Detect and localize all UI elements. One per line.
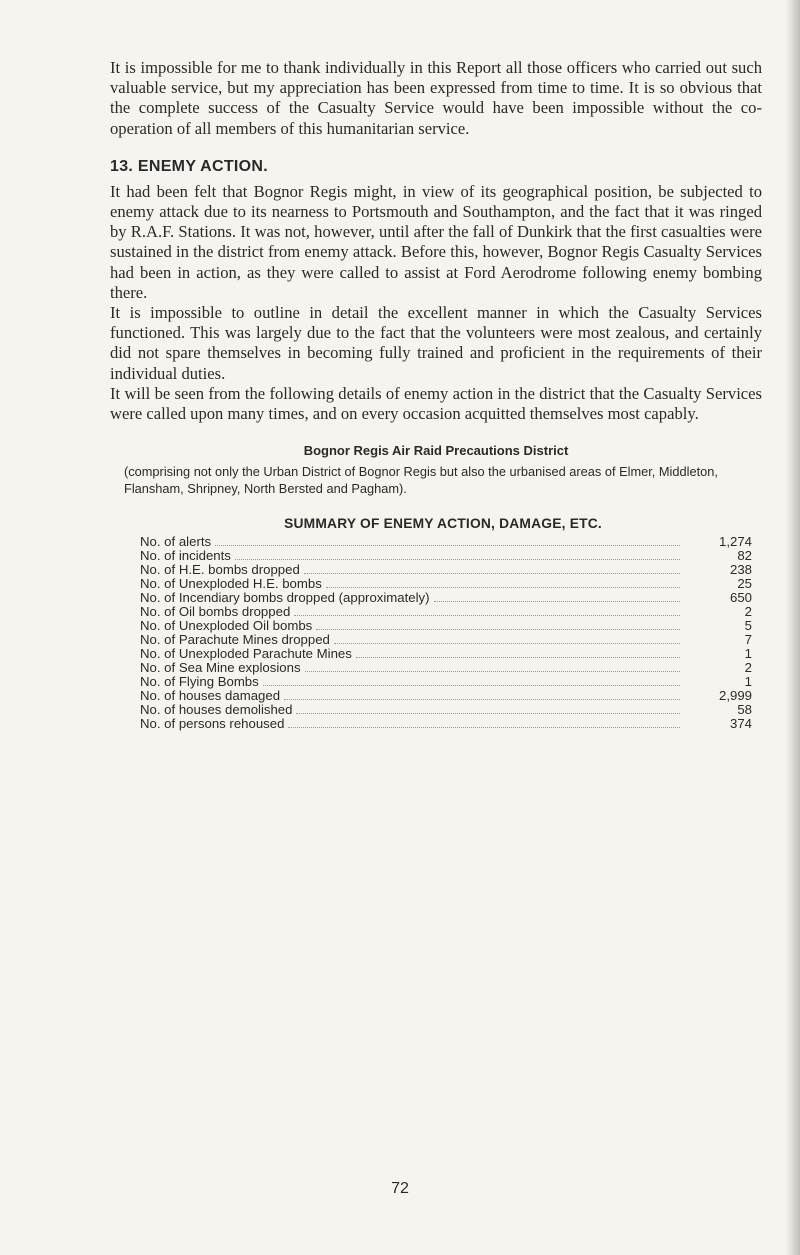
summary-row-label-wrap <box>140 577 680 591</box>
summary-row <box>140 549 752 563</box>
dot-leader <box>215 545 680 546</box>
summary-row <box>140 717 752 731</box>
district-title: Bognor Regis Air Raid Precautions District <box>303 443 569 459</box>
summary-row-label-cell <box>140 703 680 717</box>
intro-paragraph: It is impossible for me to thank individually in this Report all those officers who carried out such valuable service, but my appreciation has been expressed from time to time. It is so obvious that the complete success of the Casualty Service would have been impossible without the co-operation of all members of this humanitarian service. <box>110 58 762 138</box>
summary-row-label: No. of houses demolished <box>140 702 293 718</box>
summary-row-label-wrap <box>140 549 680 563</box>
summary-row-value: 2 <box>744 660 752 676</box>
summary-row-label-wrap <box>140 633 680 647</box>
section-heading: 13. ENEMY ACTION. <box>110 157 269 175</box>
summary-row-label-wrap <box>140 605 680 619</box>
summary-row <box>140 661 752 675</box>
summary-row-label-cell <box>140 619 680 633</box>
summary-row-label-wrap <box>140 675 680 689</box>
summary-row-label-cell <box>140 717 680 731</box>
dot-leader <box>305 671 680 672</box>
summary-row-label-cell <box>140 535 680 549</box>
summary-row-value: 82 <box>737 548 752 564</box>
summary-row-label-cell <box>140 563 680 577</box>
summary-row <box>140 577 752 591</box>
dot-leader <box>304 573 680 574</box>
dot-leader <box>288 727 680 728</box>
dot-leader <box>294 615 680 616</box>
report-page <box>110 58 762 731</box>
summary-row-label-cell <box>140 647 680 661</box>
summary-row-label: No. of H.E. bombs dropped <box>140 562 300 578</box>
summary-row-value: 7 <box>744 632 752 648</box>
summary-row-label-cell <box>140 661 680 675</box>
summary-row-label-wrap <box>140 563 680 577</box>
summary-row-label-cell <box>140 675 680 689</box>
summary-row-value: 2 <box>744 604 752 620</box>
summary-row-value: 1,274 <box>718 534 752 550</box>
summary-row-value: 2,999 <box>718 688 752 704</box>
summary-row <box>140 535 752 549</box>
summary-row-label: No. of Oil bombs dropped <box>140 604 291 620</box>
summary-row-value: 1 <box>744 646 752 662</box>
summary-table <box>140 535 752 731</box>
summary-row-label: No. of Unexploded Parachute Mines <box>140 646 352 662</box>
summary-row-label-wrap <box>140 535 680 549</box>
summary-row-label-cell <box>140 577 680 591</box>
dot-leader <box>356 657 680 658</box>
summary-row-label-cell <box>140 605 680 619</box>
dot-leader <box>326 587 680 588</box>
dot-leader <box>316 629 680 630</box>
summary-row <box>140 703 752 717</box>
summary-row-value: 5 <box>744 618 752 634</box>
section-paragraph: It is impossible to outline in detail the excellent manner in which the Casualty Services functioned. This was largely due to the fact that the volunteers were most zealous, and certainly did not spare themselves in becoming fully trained and proficient in the requirements of their individual duties. <box>110 303 762 383</box>
summary-row-label-cell <box>140 633 680 647</box>
summary-row <box>140 689 752 703</box>
summary-row <box>140 675 752 689</box>
dot-leader <box>334 643 680 644</box>
summary-row-value: 238 <box>729 562 752 578</box>
summary-row-value: 650 <box>729 590 752 606</box>
summary-row-label-cell <box>140 689 680 703</box>
summary-row <box>140 605 752 619</box>
summary-row-label: No. of Incendiary bombs dropped (approximately) <box>140 590 430 606</box>
summary-row-label-wrap <box>140 703 680 717</box>
dot-leader <box>263 685 680 686</box>
summary-row-label-wrap <box>140 717 680 731</box>
summary-row-label-wrap <box>140 689 680 703</box>
summary-row-label: No. of alerts <box>140 534 212 550</box>
summary-row-label-cell <box>140 591 680 605</box>
dot-leader <box>284 699 680 700</box>
section-paragraph: It will be seen from the following details of enemy action in the district that the Casualty Services were called upon many times, and on every occasion acquitted themselves most capably. <box>110 383 762 424</box>
district-subtitle: (comprising not only the Urban District of Bognor Regis but also the urbanised areas of Elmer, Middleton, Flansham, Shripney, North Bersted and Pagham). <box>124 464 718 497</box>
page-number: 72 <box>391 1180 409 1197</box>
page-edge-shadow <box>786 0 800 1255</box>
summary-row-label-cell <box>140 549 680 563</box>
summary-row-label-wrap <box>140 591 680 605</box>
summary-row <box>140 591 752 605</box>
summary-row-label: No. of houses damaged <box>140 688 281 704</box>
section-paragraph: It had been felt that Bognor Regis might, in view of its geographical position, be subjected to enemy attack due to its nearness to Portsmouth and Southampton, and the fact that it was ringed by R.A.F. Stations. It was not, however, until after the fall of Dunkirk that the first casualties were sustained in the district from enemy attack. Before this, however, Bognor Regis Casualty Services had been in action, as they were called to assist at Ford Aerodrome following enemy bombing there. <box>110 181 762 302</box>
dot-leader <box>235 559 680 560</box>
summary-row-label-wrap <box>140 661 680 675</box>
summary-row <box>140 633 752 647</box>
summary-row <box>140 563 752 577</box>
summary-row-value: 58 <box>737 702 752 718</box>
summary-row-label-wrap <box>140 647 680 661</box>
summary-row-value: 25 <box>737 576 752 592</box>
summary-row <box>140 647 752 661</box>
dot-leader <box>434 601 680 602</box>
summary-row-label-wrap <box>140 619 680 633</box>
summary-row-label: No. of Flying Bombs <box>140 674 259 690</box>
summary-row-label: No. of incidents <box>140 548 231 564</box>
summary-row-value: 1 <box>744 674 752 690</box>
summary-row-value: 374 <box>729 716 752 732</box>
summary-title: SUMMARY OF ENEMY ACTION, DAMAGE, ETC. <box>284 516 602 532</box>
summary-row-label: No. of Sea Mine explosions <box>140 660 301 676</box>
summary-row-label: No. of Unexploded H.E. bombs <box>140 576 322 592</box>
summary-row-label: No. of persons rehoused <box>140 716 285 732</box>
summary-row-label: No. of Parachute Mines dropped <box>140 632 330 648</box>
summary-row <box>140 619 752 633</box>
summary-row-label: No. of Unexploded Oil bombs <box>140 618 313 634</box>
dot-leader <box>296 713 680 714</box>
